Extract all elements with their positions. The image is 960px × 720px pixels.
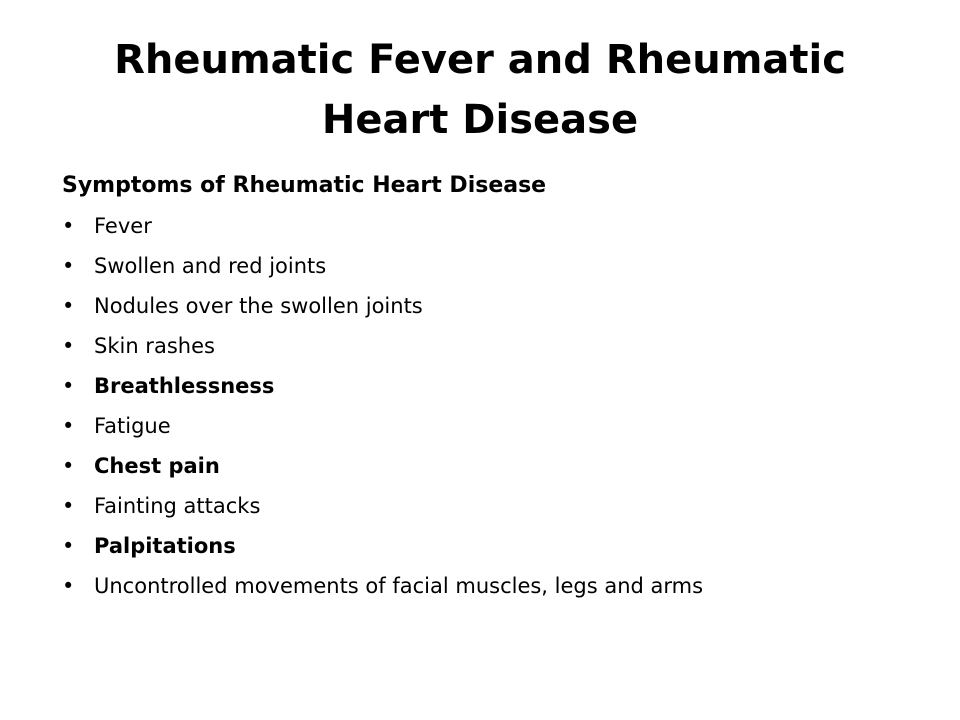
bullet-icon: • bbox=[62, 534, 75, 558]
symptom-item bbox=[62, 570, 922, 610]
bullet-icon: • bbox=[62, 494, 75, 518]
bullet-icon: • bbox=[62, 374, 75, 398]
bullet-icon: • bbox=[62, 214, 75, 238]
bullet-icon: • bbox=[62, 574, 75, 598]
slide-title-line-1: Rheumatic Fever and Rheumatic bbox=[114, 37, 846, 83]
symptom-label: Swollen and red joints bbox=[94, 254, 327, 278]
slide-body bbox=[62, 170, 922, 610]
bullet-icon: • bbox=[62, 334, 75, 358]
symptom-label: Fainting attacks bbox=[94, 494, 261, 518]
symptom-item bbox=[62, 370, 922, 410]
symptom-item bbox=[62, 250, 922, 290]
symptom-item bbox=[62, 290, 922, 330]
symptom-label: Nodules over the swollen joints bbox=[94, 294, 423, 318]
bullet-icon: • bbox=[62, 294, 75, 318]
bullet-icon: • bbox=[62, 414, 75, 438]
symptom-label: Palpitations bbox=[94, 534, 236, 558]
symptom-label: Uncontrolled movements of facial muscles, legs and arms bbox=[94, 574, 704, 598]
symptom-label: Chest pain bbox=[94, 454, 220, 478]
symptom-list bbox=[62, 210, 922, 610]
symptom-label: Skin rashes bbox=[94, 334, 215, 358]
slide-title bbox=[60, 30, 900, 150]
symptom-item bbox=[62, 490, 922, 530]
symptom-item bbox=[62, 410, 922, 450]
symptom-label: Breathlessness bbox=[94, 374, 275, 398]
symptom-label: Fatigue bbox=[94, 414, 171, 438]
symptom-item bbox=[62, 530, 922, 570]
symptom-item bbox=[62, 210, 922, 250]
symptoms-subheading: Symptoms of Rheumatic Heart Disease bbox=[62, 173, 547, 198]
bullet-icon: • bbox=[62, 454, 75, 478]
symptom-label: Fever bbox=[94, 214, 152, 238]
symptom-item bbox=[62, 330, 922, 370]
slide-title-line-2: Heart Disease bbox=[321, 97, 639, 143]
bullet-icon: • bbox=[62, 254, 75, 278]
symptom-item bbox=[62, 450, 922, 490]
